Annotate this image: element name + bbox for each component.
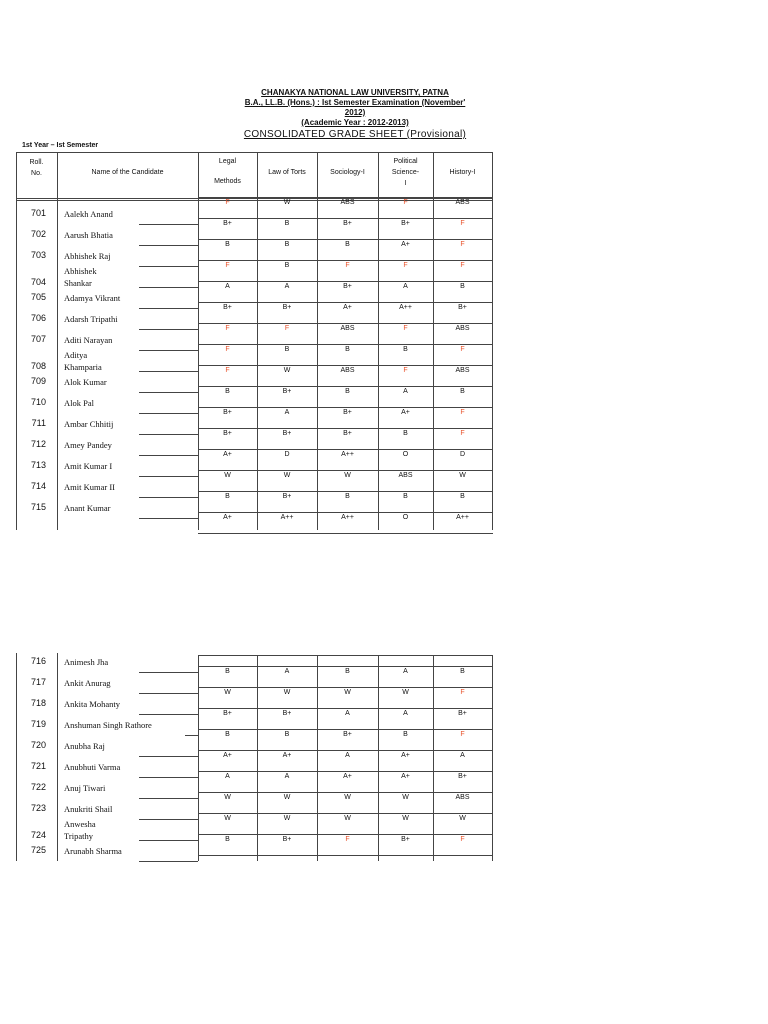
candidate-name: Aalekh Anand [64,209,113,219]
candidate-name: Amit Kumar I [64,461,113,471]
name-underline [139,497,198,498]
name-underline [139,861,198,862]
grade-cell: ABS [340,199,355,206]
name-underline [139,308,198,309]
grade-cell: F [460,689,465,696]
grade-row-line [198,666,493,667]
roll-number: 716 [30,656,46,666]
candidate-name: Aditi Narayan [64,335,113,345]
grade-row-line [198,708,493,709]
grade-row-line [198,365,493,366]
grade-row-line [198,834,493,835]
grade-cell: W [344,794,351,801]
name-underline [139,693,198,694]
roll-number: 715 [30,502,46,512]
grade-cell: ABS [398,472,413,479]
name-underline [139,413,198,414]
roll-number: 717 [30,677,46,687]
grade-row-line [198,449,493,450]
table2-top-column-divider [492,655,493,667]
col-header-political-line2: Science- [391,169,420,176]
grade-cell: B [345,346,350,353]
col-header-legal-line2: Methods [214,178,241,185]
grade-cell: F [225,262,230,269]
grade-cell: B [460,283,465,290]
candidate-name: Ambar Chhitij [64,419,114,429]
grade-cell: A [460,752,465,759]
roll-number: 709 [30,376,46,386]
grade-cell: O [402,451,409,458]
grade-cell: B+ [458,773,467,780]
candidate-name: Abhishek Raj [64,251,111,261]
roll-number: 701 [30,208,46,218]
grade-cell: W [283,367,291,374]
grade-row-line [198,533,493,534]
grade-cell: B [460,668,465,675]
table2-top-column-divider [433,655,434,667]
grade-row-line [198,281,493,282]
university-title: CHANAKYA NATIONAL LAW UNIVERSITY, PATNA [261,88,449,97]
sheet-title: CONSOLIDATED GRADE SHEET (Provisional) [243,129,467,140]
grade-cell: B+ [343,409,352,416]
grade-cell: A [284,283,290,290]
grade-cell: A [225,773,230,780]
grade-cell: W [283,199,291,206]
header-column-divider [257,152,258,199]
grade-cell: F [225,199,230,206]
grade-cell: B [403,430,408,437]
grade-cell: A [403,388,408,395]
grade-cell: B [460,388,465,395]
candidate-name: Alok Pal [64,398,94,408]
grade-row-line [198,407,493,408]
roll-number: 713 [30,460,46,470]
grade-cell: F [225,346,230,353]
roll-number: 704 [30,277,46,287]
name-underline [139,392,198,393]
grade-cell: O [402,514,409,521]
candidate-name: Amit Kumar II [64,482,115,492]
grade-cell: B [225,731,230,738]
name-underline [185,735,198,736]
grade-cell: B [284,220,290,227]
header-column-divider [378,152,379,199]
grade-cell: F [460,346,465,353]
grade-cell: B+ [223,430,232,437]
grade-cell: A+ [223,752,232,759]
grade-row-line [198,344,493,345]
grade-cell: ABS [455,325,470,332]
roll-column-divider [57,653,58,861]
name-underline [139,518,198,519]
grade-cell: A+ [401,752,410,759]
grade-cell: B [345,388,350,395]
candidate-name: Anuj Tiwari [64,783,106,793]
grade-row-line [198,323,493,324]
roll-number: 721 [30,761,46,771]
grade-cell: A++ [341,451,354,458]
grade-row-line [198,729,493,730]
grade-cell: W [224,689,231,696]
name-underline [139,287,198,288]
candidate-name: Adarsh Tripathi [64,314,118,324]
grade-row-line [198,687,493,688]
grade-cell: W [402,794,409,801]
grade-cell: B [284,241,290,248]
grade-row-line [198,813,493,814]
candidate-name: Arunabh Sharma [64,846,122,856]
grade-cell: B [284,262,290,269]
name-underline [139,798,198,799]
col-header-law-of-torts: Law of Torts [268,169,306,176]
grade-cell: B+ [282,304,292,311]
grade-row-line [198,512,493,513]
roll-number: 707 [30,334,46,344]
grade-cell: ABS [455,367,470,374]
grade-cell: W [283,794,291,801]
grade-cell: F [460,731,465,738]
grade-cell: A [284,773,290,780]
grade-cell: F [460,836,465,843]
candidate-name: Anwesha [64,819,96,829]
grade-cell: W [402,689,409,696]
grade-cell: F [225,325,230,332]
col-header-name: Name of the Candidate [91,169,164,176]
grade-cell: B+ [343,283,352,290]
grade-cell: A [403,283,408,290]
grade-cell: W [459,815,466,822]
grade-cell: B [403,731,408,738]
grade-cell: B [345,493,350,500]
candidate-name: Anubha Raj [64,741,105,751]
roll-number: 708 [30,361,46,371]
grade-cell: B [225,241,230,248]
name-underline [139,777,198,778]
col-header-history: History-I [449,169,476,176]
grade-cell: F [403,367,408,374]
grade-cell: A+ [343,773,352,780]
candidate-name: Anukriti Shail [64,804,113,814]
candidate-name: Alok Kumar [64,377,107,387]
grade-cell: B [284,731,290,738]
grade-cell: A [284,668,290,675]
name-underline [139,329,198,330]
name-underline [139,819,198,820]
grade-cell: B [225,388,230,395]
grade-row-line [198,771,493,772]
grade-cell: F [460,220,465,227]
semester-subtitle: 1st Year – Ist Semester [22,142,99,149]
grade-cell: F [403,325,408,332]
grade-cell: W [283,689,291,696]
roll-column-divider [57,152,58,530]
grade-cell: A [403,668,408,675]
grade-row-line [198,491,493,492]
grade-cell: A+ [401,409,410,416]
roll-number: 703 [30,250,46,260]
header-top-border [16,152,493,153]
grade-cell: B [460,493,465,500]
name-underline [139,672,198,673]
col-header-roll [16,157,57,179]
grade-cell: ABS [340,367,355,374]
candidate-name: Aarush Bhatia [64,230,113,240]
name-underline [139,714,198,715]
roll-number: 702 [30,229,46,239]
academic-year: (Academic Year : 2012-2013) [301,118,409,127]
name-underline [139,434,198,435]
table2-top-column-divider [317,655,318,667]
grade-cell: A+ [223,451,232,458]
grade-cell: B+ [458,304,467,311]
grade-cell: F [345,836,350,843]
candidate-name: Adamya Vikrant [64,293,121,303]
candidate-name: Anshuman Singh Rathore [64,720,152,730]
grade-cell: B+ [282,836,292,843]
name-underline [139,476,198,477]
header-column-divider [198,152,199,199]
grade-cell: B [345,668,350,675]
roll-number: 706 [30,313,46,323]
grade-cell: F [460,430,465,437]
grade-cell: B+ [223,220,232,227]
name-underline [139,224,198,225]
roll-number: 710 [30,397,46,407]
grade-row-line [198,792,493,793]
exam-title-line1: B.A., LL.B. (Hons.) : Ist Semester Examination (November' [244,98,466,107]
grade-cell: F [403,199,408,206]
grade-cell: B+ [223,409,232,416]
grade-cell: A++ [341,514,354,521]
grade-cell: A [403,710,408,717]
grade-cell: B+ [282,388,292,395]
grade-cell: B+ [401,220,410,227]
grade-column-divider [492,197,493,530]
candidate-name: Shankar [64,278,92,288]
col-header-political-line1: Political [393,158,418,165]
grade-cell: A++ [399,304,412,311]
grade-cell: F [225,367,230,374]
grade-row-line [198,386,493,387]
grade-cell: B [225,836,230,843]
grade-cell: W [224,815,231,822]
grade-cell: B [403,493,408,500]
roll-number: 712 [30,439,46,449]
candidate-name: Anubhuti Varma [64,762,121,772]
grade-cell: W [344,815,351,822]
grade-cell: B+ [343,430,352,437]
name-underline [139,371,198,372]
roll-number: 719 [30,719,46,729]
col-header-legal-methods [198,156,257,187]
header-column-divider [492,152,493,199]
roll-number: 725 [30,845,46,855]
grade-cell: ABS [455,794,470,801]
grade-cell: B+ [343,220,352,227]
grade-cell: A [284,409,290,416]
grade-cell: B+ [401,836,410,843]
candidate-name: Tripathy [64,831,93,841]
candidate-name: Aditya [64,350,88,360]
grade-row-line [198,302,493,303]
grade-cell: B [284,346,290,353]
grade-cell: A++ [280,514,294,521]
grade-column-divider [492,666,493,861]
name-underline [139,756,198,757]
grade-cell: B+ [458,710,467,717]
grade-cell: A+ [223,514,232,521]
table2-top-column-divider [378,655,379,667]
grade-cell: F [345,262,350,269]
col-header-sociology: Sociology-I [330,169,365,176]
grade-cell: ABS [455,199,470,206]
grade-cell: A+ [343,304,352,311]
name-underline [139,245,198,246]
name-underline [139,455,198,456]
grade-cell: W [402,815,409,822]
col-header-political-science [378,156,433,189]
grade-cell: ABS [340,325,355,332]
grade-row-line [198,855,493,856]
grade-cell: F [460,241,465,248]
grade-cell: W [283,815,291,822]
grade-cell: W [224,472,231,479]
grade-cell: F [460,262,465,269]
grade-row-line [198,428,493,429]
candidate-name: Khamparia [64,362,102,372]
grade-cell: B [403,346,408,353]
grade-cell: A++ [456,514,469,521]
grade-row-line [198,260,493,261]
table2-top-border [198,655,493,656]
header-column-divider [317,152,318,199]
exam-title-line2: 2012) [344,108,366,117]
grade-row-line [198,197,493,198]
name-underline [139,266,198,267]
grade-cell: W [459,472,466,479]
grade-cell: A+ [401,241,410,248]
name-underline [139,350,198,351]
roll-number: 723 [30,803,46,813]
grade-row-line [198,239,493,240]
grade-cell: A+ [401,773,410,780]
roll-number: 711 [31,418,46,428]
grade-cell: A [345,752,350,759]
grade-cell: B+ [282,430,292,437]
grade-cell: B [225,668,230,675]
grade-cell: W [344,689,351,696]
grade-cell: B+ [223,304,232,311]
roll-number: 714 [30,481,46,491]
roll-number: 722 [30,782,46,792]
candidate-name: Ankit Anurag [64,678,111,688]
name-underline [139,840,198,841]
col-header-roll-line2: No. [31,170,42,177]
grade-cell: B+ [282,493,292,500]
table2-top-column-divider [198,655,199,667]
grade-cell: B [225,493,230,500]
grade-row-line [198,750,493,751]
col-header-roll-line1: Roll. [29,159,44,166]
roll-number: 718 [30,698,46,708]
col-header-political-line3: I [404,180,407,187]
grade-cell: W [283,472,291,479]
roll-number: 724 [30,830,46,840]
candidate-name: Abhishek [64,266,97,276]
grade-cell: B [345,241,350,248]
roll-number: 720 [30,740,46,750]
grade-cell: A [345,710,350,717]
roll-number: 705 [30,292,46,302]
grade-cell: A+ [282,752,292,759]
grade-cell: B+ [343,731,352,738]
grade-cell: W [344,472,351,479]
grade-cell: W [224,794,231,801]
grade-cell: F [284,325,290,332]
table2-top-column-divider [257,655,258,667]
grade-cell: B+ [223,710,232,717]
candidate-name: Animesh Jha [64,657,109,667]
grade-cell: F [403,262,408,269]
grade-cell: F [460,409,465,416]
header-column-divider [433,152,434,199]
grade-row-line [198,470,493,471]
col-header-legal-line1: Legal [218,158,237,165]
grade-cell: B+ [282,710,292,717]
candidate-name: Ankita Mohanty [64,699,120,709]
candidate-name: Amey Pandey [64,440,112,450]
grade-cell: D [284,451,290,458]
candidate-name: Anant Kumar [64,503,111,513]
grade-row-line [198,218,493,219]
grade-cell: D [459,451,466,458]
grade-cell: A [225,283,230,290]
